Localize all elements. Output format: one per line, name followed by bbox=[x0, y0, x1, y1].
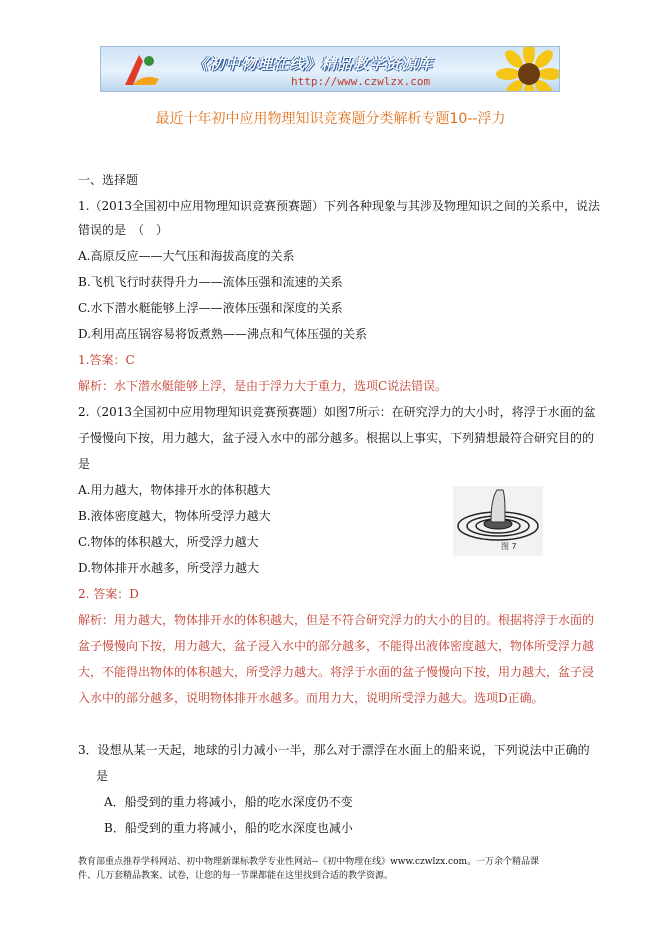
footer-line-2: 件、几万套精品教案、试卷，让您的每一节课都能在这里找到合适的教学资源。 bbox=[78, 871, 394, 881]
footer-line-1: 教育部重点推荐学科网站、初中物理新课标教学专业性网站--《初中物理在线》www.czwlzx.com。一万余个精品课 bbox=[78, 857, 540, 867]
document-title: 最近十年初中应用物理知识竞赛题分类解析专题10--浮力 bbox=[155, 111, 506, 127]
q2-stem-line-2: 子慢慢向下按，用力越大，盆子浸入水中的部分越多。根据以上事实，下列猜想最符合研究目的的 bbox=[78, 431, 595, 445]
q2-stem-line-1: 2.（2013全国初中应用物理知识竞赛预赛题）如图7所示：在研究浮力的大小时，将浮于水面的盆 bbox=[78, 405, 596, 419]
q1-option-a: A.高原反应——大气压和海拔高度的关系 bbox=[78, 249, 295, 263]
q1-analysis: 解析：水下潜水艇能够上浮，是由于浮力大于重力，选项C说法错误。 bbox=[78, 379, 448, 393]
q2-option-a: A.用力越大，物体排开水的体积越大 bbox=[78, 483, 271, 497]
q2-stem-line-3: 是 bbox=[78, 457, 91, 471]
banner-title: 《初中物理在线》精品教学资源库 bbox=[193, 55, 434, 73]
q2-analysis-line-2: 盆子慢慢向下按，用力越大，盆子浸入水中的部分越多，不能得出液体密度越大，物体所受浮力越 bbox=[78, 639, 595, 653]
figure-caption: 图 7 bbox=[501, 542, 517, 551]
q2-answer: 2. 答案：D bbox=[78, 587, 139, 601]
q2-option-d: D.物体排开水越多，所受浮力越大 bbox=[78, 561, 260, 575]
q1-option-c: C.水下潜水艇能够上浮——液体压强和深度的关系 bbox=[78, 301, 343, 315]
q1-stem-line-2: 错误的是 （ ） bbox=[78, 223, 169, 237]
q2-option-b: B.液体密度越大，物体所受浮力越大 bbox=[78, 509, 271, 523]
header-banner bbox=[100, 46, 560, 92]
section-heading: 一、选择题 bbox=[78, 173, 139, 187]
sunflower-icon bbox=[479, 46, 560, 92]
q3-stem-line-2: 是 bbox=[96, 769, 109, 783]
site-logo-icon bbox=[119, 51, 161, 89]
figure-7 bbox=[453, 486, 543, 556]
q2-analysis-line-1: 解析：用力越大，物体排开水的体积越大，但是不符合研究浮力的大小的目的。根据将浮于水面的 bbox=[78, 613, 595, 627]
q1-answer: 1.答案：C bbox=[78, 353, 135, 367]
q1-option-d: D.利用高压锅容易将饭煮熟——沸点和气体压强的关系 bbox=[78, 327, 368, 341]
q1-stem-line-1: 1.（2013全国初中应用物理知识竞赛预赛题）下列各种现象与其涉及物理知识之间的关系中，说法 bbox=[78, 199, 600, 213]
q2-analysis-line-3: 大，不能得出物体的体积越大，所受浮力越大。将浮于水面的盆子慢慢向下按，用力越大，盆子浸 bbox=[78, 665, 595, 679]
q2-option-c: C.物体的体积越大，所受浮力越大 bbox=[78, 535, 259, 549]
q3-option-b: B．船受到的重力将减小，船的吃水深度也减小 bbox=[104, 821, 353, 835]
banner-url: http://www.czwlzx.com bbox=[291, 75, 431, 88]
q3-stem-line-1: 3．设想从某一天起，地球的引力减小一半，那么对于漂浮在水面上的船来说，下列说法中正确的 bbox=[78, 743, 590, 757]
q2-analysis-line-4: 入水中的部分越多，说明物体排开水越多。而用力大，说明所受浮力越大。选项D正确。 bbox=[78, 691, 544, 705]
q1-option-b: B.飞机飞行时获得升力——流体压强和流速的关系 bbox=[78, 275, 343, 289]
q3-option-a: A．船受到的重力将减小，船的吃水深度仍不变 bbox=[104, 795, 353, 809]
basin-in-water-icon bbox=[453, 486, 543, 556]
